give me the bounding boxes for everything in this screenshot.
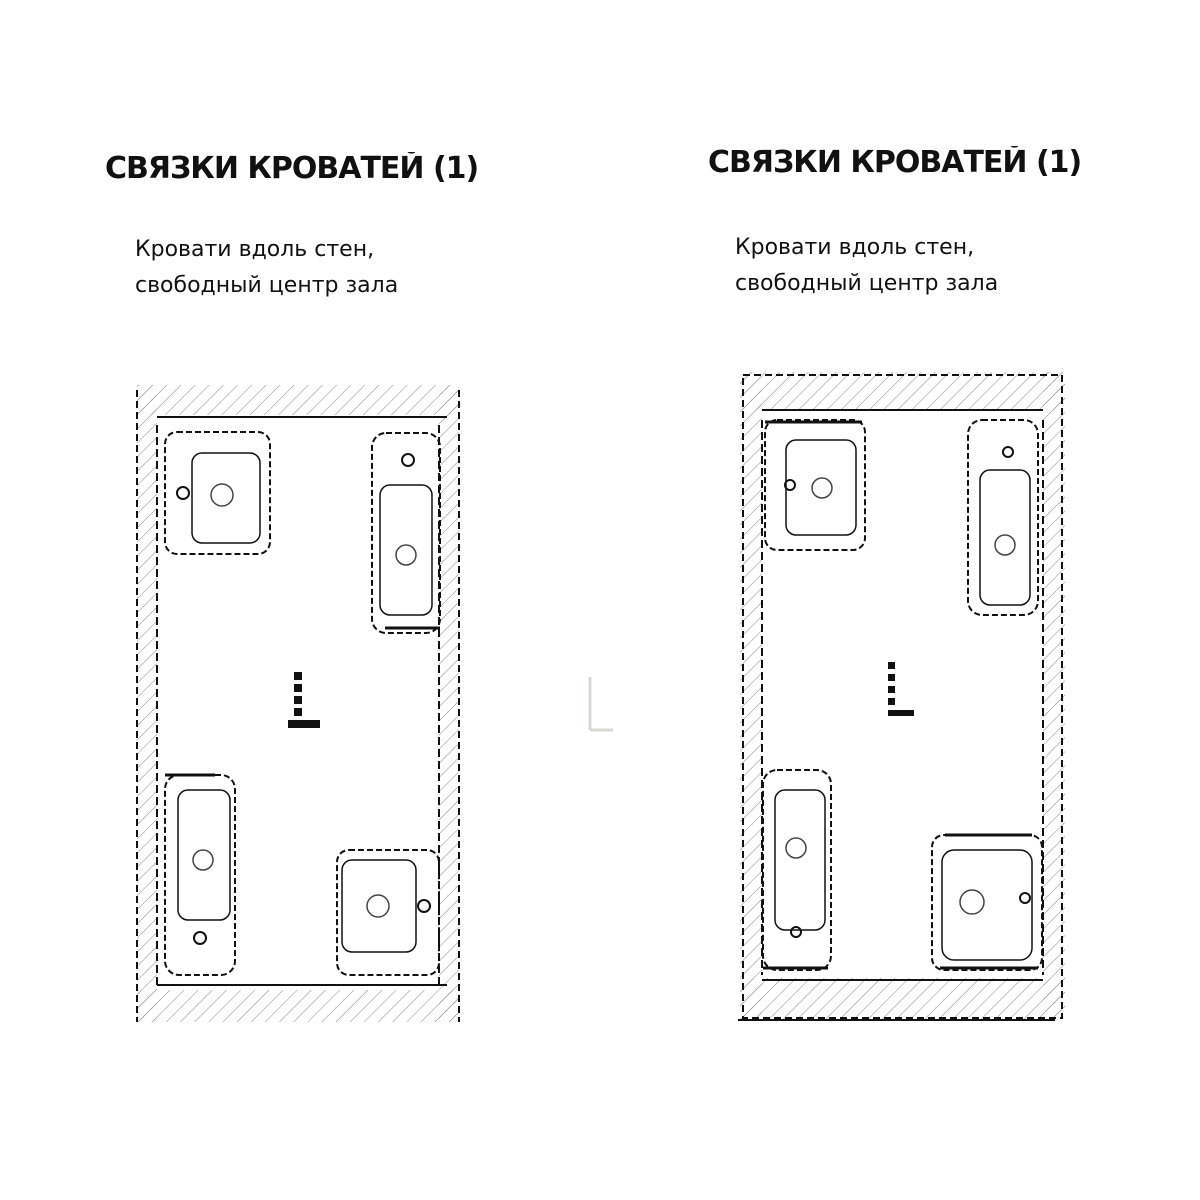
bed-top-right [372,433,440,633]
bed-top-left [165,432,270,554]
pillow-icon [960,890,984,914]
room-outline [762,410,1043,980]
left-panel-subtitle: Кровати вдоль стен, свободный центр зала [135,237,399,298]
bed-bottom-left [763,770,831,970]
hatched-wall-icon [738,372,1065,1020]
pillow-icon [396,545,416,565]
bed-top-left [765,420,865,550]
right-panel-title: СВЯЗКИ КРОВАТЕЙ (1) [708,146,1082,180]
bed-bottom-left [165,775,235,975]
left-panel-title: СВЯЗКИ КРОВАТЕЙ (1) [105,152,479,186]
bed-bottom-right [932,835,1042,970]
pillow-icon [786,838,806,858]
nightstand-lamp-icon [791,927,801,937]
scale-marker [288,672,320,728]
nightstand-lamp-icon [418,900,430,912]
bed-bottom-right [337,850,439,975]
scale-marker [888,662,914,716]
nightstand-lamp-icon [1020,893,1030,903]
nightstand-lamp-icon [1003,447,1013,457]
pillow-icon [211,484,233,506]
pillow-icon [995,535,1015,555]
right-panel [600,0,1200,1200]
nightstand-lamp-icon [194,932,206,944]
pillow-icon [812,478,832,498]
nightstand-lamp-icon [177,487,189,499]
right-panel-subtitle: Кровати вдоль стен, свободный центр зала [735,235,999,296]
pillow-icon [193,850,213,870]
right-floor-plan [600,0,1200,1200]
nightstand-lamp-icon [402,454,414,466]
bed-top-right [968,420,1038,615]
pillow-icon [367,895,389,917]
